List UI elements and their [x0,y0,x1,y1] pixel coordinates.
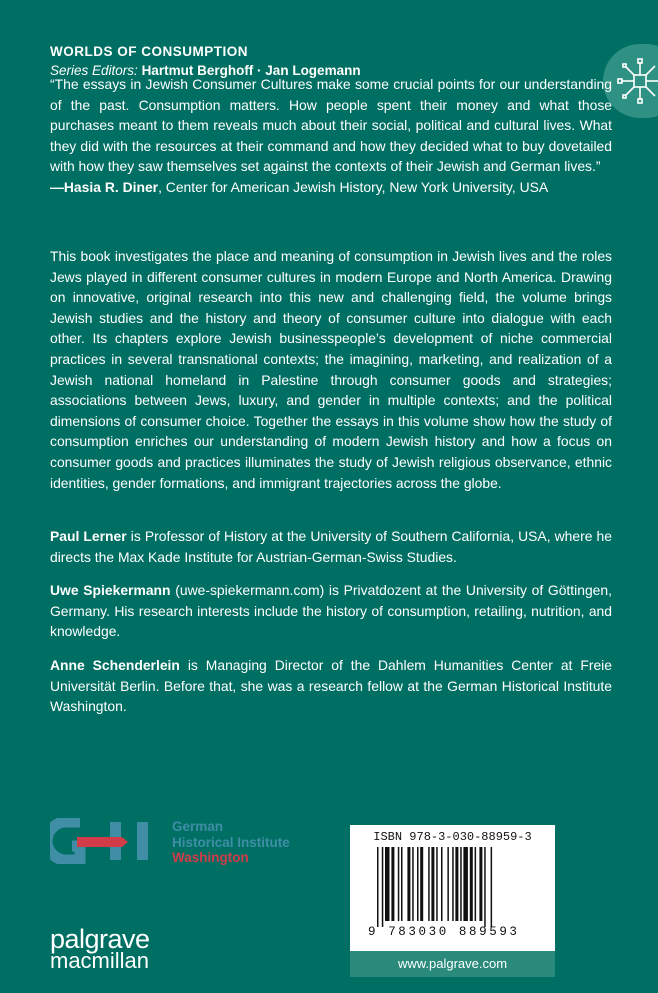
publisher-line2: macmillan [50,948,150,973]
quote-text: “The essays in Jewish Consumer Cultures make some crucial points for our understanding of the past. Consumption matters. How people spent their money and what those purchases meant to them reveals much about their social, political and cultural lives. What they did with the resources at their command and how they decided what to buy dovetailed with how they saw themselves set against the contexts of their Jewish and German lives.” [50,76,612,175]
bio-text: (uwe-spiekermann.com) is Privatdozent at the University of Göttingen, Germany. His research interests include the history of consumption, retailing, nutrition, and knowledge. [50,582,612,640]
barcode-bar [470,847,473,921]
barcode-bar [385,847,390,921]
ghi-logo [50,818,160,864]
barcode-bar [436,847,438,921]
bio-spiekermann [50,580,612,642]
bio-name: Anne Schenderlein [50,657,180,673]
series-title: WORLDS OF CONSUMPTION [50,44,248,59]
ghi-line3: Washington [172,850,249,865]
barcode-digits: 9 783030 889593 [368,925,520,939]
barcode-bar [479,847,482,921]
barcode-bar [407,847,410,921]
barcode-bar [455,847,458,921]
ghi-line1: German [172,819,224,834]
barcode-bar [441,847,443,921]
barcode [350,825,555,951]
barcode-bar [420,847,423,921]
bio-text: is Professor of History at the University of Southern California, USA, where he directs the Max Kade Institute for Austrian-German-Swiss Studies. [50,528,612,565]
ghi-line2: Historical Institute [172,834,290,850]
book-description: This book investigates the place and meaning of consumption in Jewish lives and the roles Jews played in different consumer cultures in modern Europe and North America. Drawing on innovative, original research into this new and challenging field, the volume brings Jewish studies and the history and theory of consumer culture into dialogue with each other. Its chapters explore Jewish businesspeople’s development of niche commercial practices in several transnational contexts; the imagining, marketing, and realization of a Jewish national homeland in Palestine through consumer goods and strategies; associations between Jews, luxury, and gender in multiple contexts; and the political dimensions of consumer choice. Together the essays in this volume show how the study of consumption enriches our understanding of modern Jewish history and how a focus on consumer goods and practices illuminates the study of Jewish religious observance, ethnic identities, gender formations, and immigrant trajectories across the globe. [50,248,612,491]
palgrave-logo [50,924,150,973]
barcode-bar [460,847,462,921]
bio-name: Paul Lerner [50,528,127,544]
bio-name: Uwe Spiekermann [50,582,171,598]
publisher-line1: palgrave [50,924,150,954]
barcode-bar [475,847,477,921]
publisher-url: www.palgrave.com [350,951,555,977]
bio-text: is Managing Director of the Dahlem Humanities Center at Freie Universität Berlin. Before that, she was a research fellow at the German Historical Institute Washington. [50,657,612,715]
barcode-bar [377,847,379,927]
barcode-bar [417,847,419,921]
ghi-name [172,819,290,866]
barcode-bar [447,847,449,921]
network-chip-icon [615,56,658,106]
barcode-bar [491,847,493,927]
barcode-bar [452,847,454,921]
series-editors: Hartmut Berghoff · Jan Logemann [141,63,361,78]
bio-lerner [50,526,612,567]
barcode-bar [391,847,394,921]
series-editors-label: Series Editors: [50,63,138,78]
isbn-text: ISBN 978-3-030-88959-3 [373,830,532,844]
barcode-bar [401,847,403,921]
barcode-bar [412,847,414,921]
quote-author: —Hasia R. Diner [50,178,159,195]
barcode-bar [484,847,486,927]
endorsement-quote [50,74,612,198]
barcode-bar [398,847,400,921]
barcode-bar [428,847,430,921]
bio-schenderlein [50,655,612,717]
barcode-bar [382,847,384,927]
quote-affiliation: , Center for American Jewish History, New York University, USA [158,178,549,195]
barcode-bars [377,847,527,927]
barcode-bar [431,847,434,921]
barcode-bar [463,847,468,921]
